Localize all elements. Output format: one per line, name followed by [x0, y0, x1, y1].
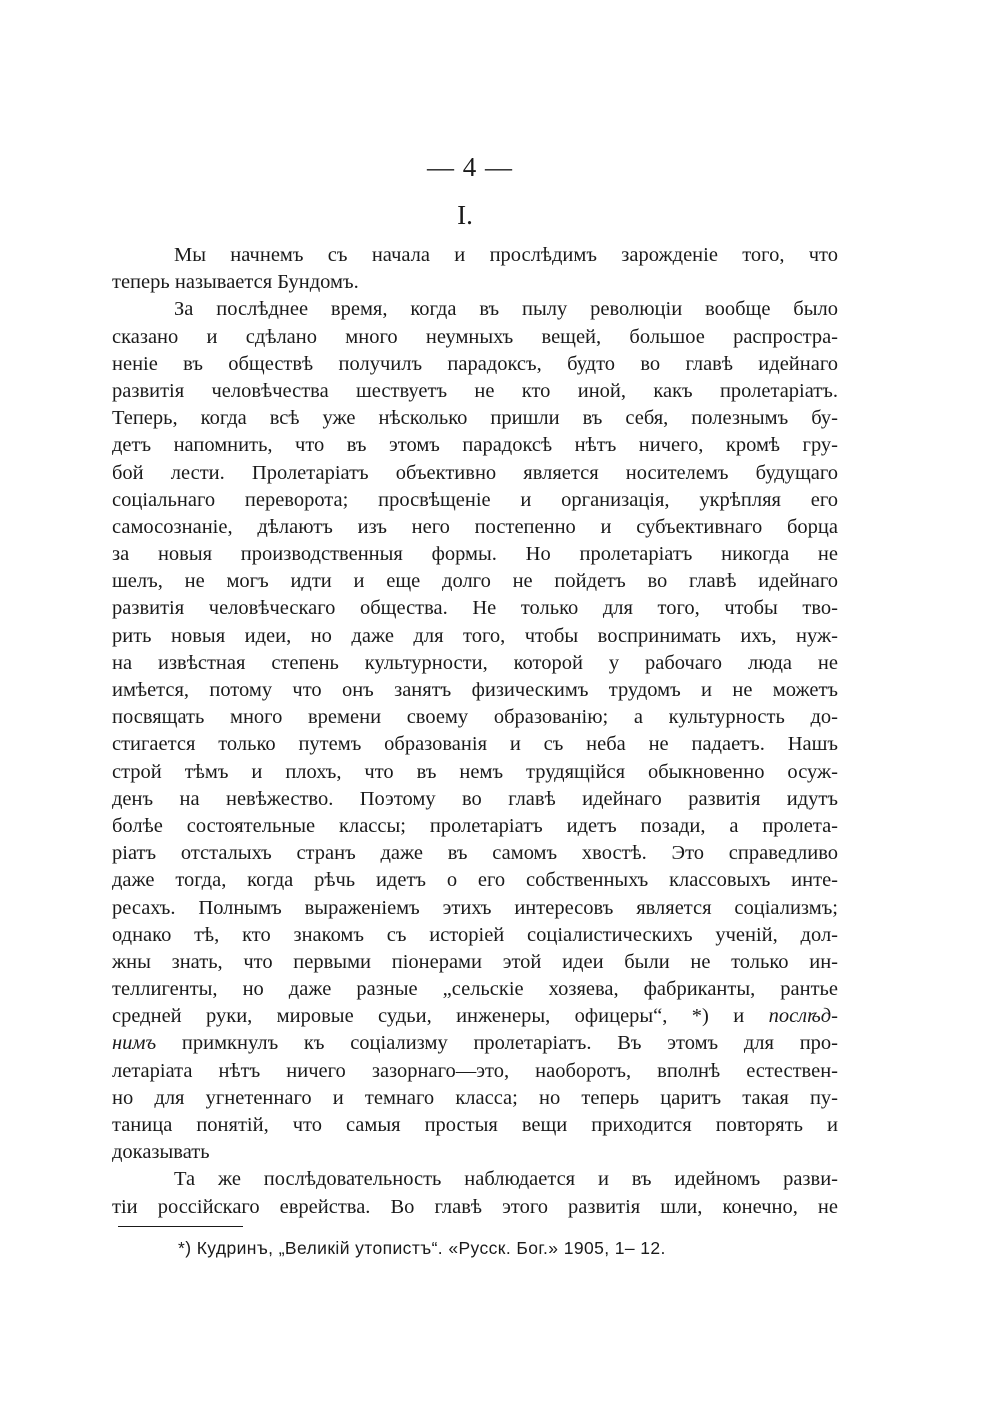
text-line: денъ на невѣжество. Поэтому во главѣ идейнаго развитія идутъ	[112, 787, 838, 810]
text-line: За послѣднее время, когда въ пылу революціи вообще было	[174, 298, 838, 321]
text-line: сказано и сдѣлано много неумныхъ вещей, большое распростра-	[112, 325, 838, 348]
text-line: детъ напомнить, что въ этомъ парадоксѣ нѣтъ ничего, кромѣ гру-	[112, 434, 838, 457]
text-segment: средней руки, мировые судьи, инженеры, офицеры“, *) и	[112, 1005, 745, 1028]
text-line: неніе въ обществѣ получилъ парадоксъ, будто во главѣ идейнаго	[112, 352, 838, 375]
text-line: доказывать	[112, 1141, 210, 1164]
text-line: Теперь, когда всѣ уже нѣсколько пришли въ себя, полезнымъ бу-	[112, 407, 838, 430]
text-line: но для угнетеннаго и темнаго класса; но теперь царитъ такая пу-	[112, 1086, 838, 1109]
text-line: на извѣстная степень культурности, которой у рабочаго люда не	[112, 651, 838, 674]
text-line: жны знать, что первыми піонерами этой идеи были не только ин-	[112, 950, 838, 973]
text-line: Та же послѣдовательность наблюдается и въ идейномъ разви-	[174, 1168, 838, 1191]
text-line: имѣется, потому что онъ занятъ физическимъ трудомъ и не можетъ	[112, 679, 838, 701]
text-line: ресахъ. Полнымъ выраженіемъ этихъ интересовъ является соціализмъ;	[112, 896, 838, 919]
text-line: самосознаніе, дѣлаютъ изъ него постепенно и субъективнаго борца	[112, 515, 838, 538]
text-line: летаріата нѣтъ ничего зазорнаго—это, наоборотъ, вполнѣ естествен-	[112, 1059, 838, 1082]
emphasis-text: нимъ	[112, 1032, 157, 1055]
text-segment: примкнулъ къ соціализму пролетаріатъ. Въ этомъ для про-	[181, 1032, 838, 1055]
text-line	[112, 1003, 838, 1030]
footnote-divider	[118, 1226, 243, 1227]
text-line: развитія человѣчества шествуетъ не кто иной, какъ пролетаріатъ.	[112, 379, 838, 402]
text-line: развитія человѣческаго общества. Не только для того, чтобы тво-	[112, 597, 838, 620]
text-line: стигается только путемъ образованія и съ неба не падаетъ. Нашъ	[112, 733, 838, 756]
body-text	[112, 242, 838, 1221]
text-line: рить новыя идеи, но даже для того, чтобы воспринимать ихъ, нуж-	[112, 624, 838, 647]
text-line: соціальнаго переворота; просвѣщеніе и организація, укрѣпляя его	[112, 488, 838, 511]
text-line: тіи россійскаго еврейства. Во главѣ этого развитія шли, конечно, не	[112, 1195, 838, 1218]
text-line	[112, 1030, 838, 1057]
page-number: — 4 —	[427, 152, 513, 182]
text-line: строй тѣмъ и плохъ, что въ немъ трудящійся обыкновенно осуж-	[112, 760, 838, 783]
text-line: теперь называется Бундомъ.	[112, 271, 359, 294]
text-line: таница понятій, что самыя простыя вещи приходится повторять и	[112, 1114, 838, 1136]
text-line: однако тѣ, кто знакомъ съ исторіей соціалистическихъ ученій, дол-	[112, 923, 838, 946]
footnote: *) Кудринъ, „Великій утопистъ“. «Русск. Бог.» 1905, 1– 12.	[178, 1238, 666, 1258]
text-line: за новыя производственныя формы. Но пролетаріатъ никогда не	[112, 543, 838, 566]
text-line: даже тогда, когда рѣчь идетъ о его собственныхъ классовыхъ инте-	[112, 869, 838, 892]
text-line: шелъ, не могъ идти и еще долго не пойдетъ во главѣ идейнаго	[112, 570, 838, 593]
text-line: посвящать много времени своему образованію; а культурность до-	[112, 706, 838, 729]
text-line: теллигенты, но даже разные „сельскіе хозяева, фабриканты, рантье	[112, 978, 838, 1001]
text-line: бой лести. Пролетаріатъ объективно является носителемъ будущаго	[112, 461, 838, 484]
text-line: Мы начнемъ съ начала и прослѣдимъ зарожденіе того, что	[174, 244, 838, 266]
emphasis-text: послѣд-	[768, 1005, 838, 1028]
text-line: болѣе состоятельные классы; пролетаріатъ идетъ позади, а пролета-	[112, 814, 838, 837]
text-line: ріатъ отсталыхъ странъ даже въ самомъ хвостѣ. Это справедливо	[112, 842, 838, 865]
section-heading: I.	[457, 200, 473, 230]
